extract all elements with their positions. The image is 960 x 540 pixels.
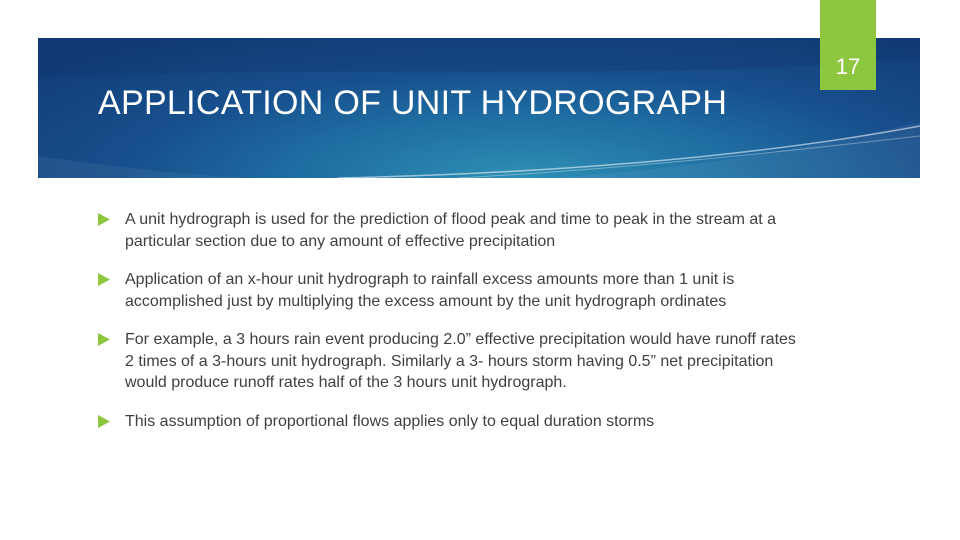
triangle-bullet-icon: [98, 213, 110, 226]
triangle-bullet-icon: [98, 415, 110, 428]
slide-number: 17: [835, 54, 861, 79]
bullet-text: Application of an x-hour unit hydrograph to rainfall excess amounts more than 1 unit is accomplished just by multiplying the excess amount by the unit hydrograph ordinates: [125, 271, 735, 310]
triangle-bullet-icon: [98, 333, 110, 346]
bullet-item: [98, 329, 798, 394]
bullet-item: [98, 209, 798, 252]
bullet-item: [98, 411, 798, 433]
bullet-text: A unit hydrograph is used for the prediction of flood peak and time to peak in the stream at a particular section due to any amount of effective precipitation: [125, 211, 777, 250]
bullet-text: For example, a 3 hours rain event producing 2.0” effective precipitation would have runoff rates 2 times of a 3-hours unit hydrograph. Similarly a 3- hours storm having 0.5” net precipitation would produce runoff rates half of the 3 hours unit hydrograph.: [125, 331, 796, 391]
slide-number-tab: [820, 0, 876, 90]
bullet-item: [98, 269, 798, 312]
slide-title: APPLICATION OF UNIT HYDROGRAPH: [98, 84, 728, 122]
bullet-list: [98, 209, 798, 449]
triangle-bullet-icon: [98, 273, 110, 286]
bullet-text: This assumption of proportional flows applies only to equal duration storms: [125, 412, 655, 430]
